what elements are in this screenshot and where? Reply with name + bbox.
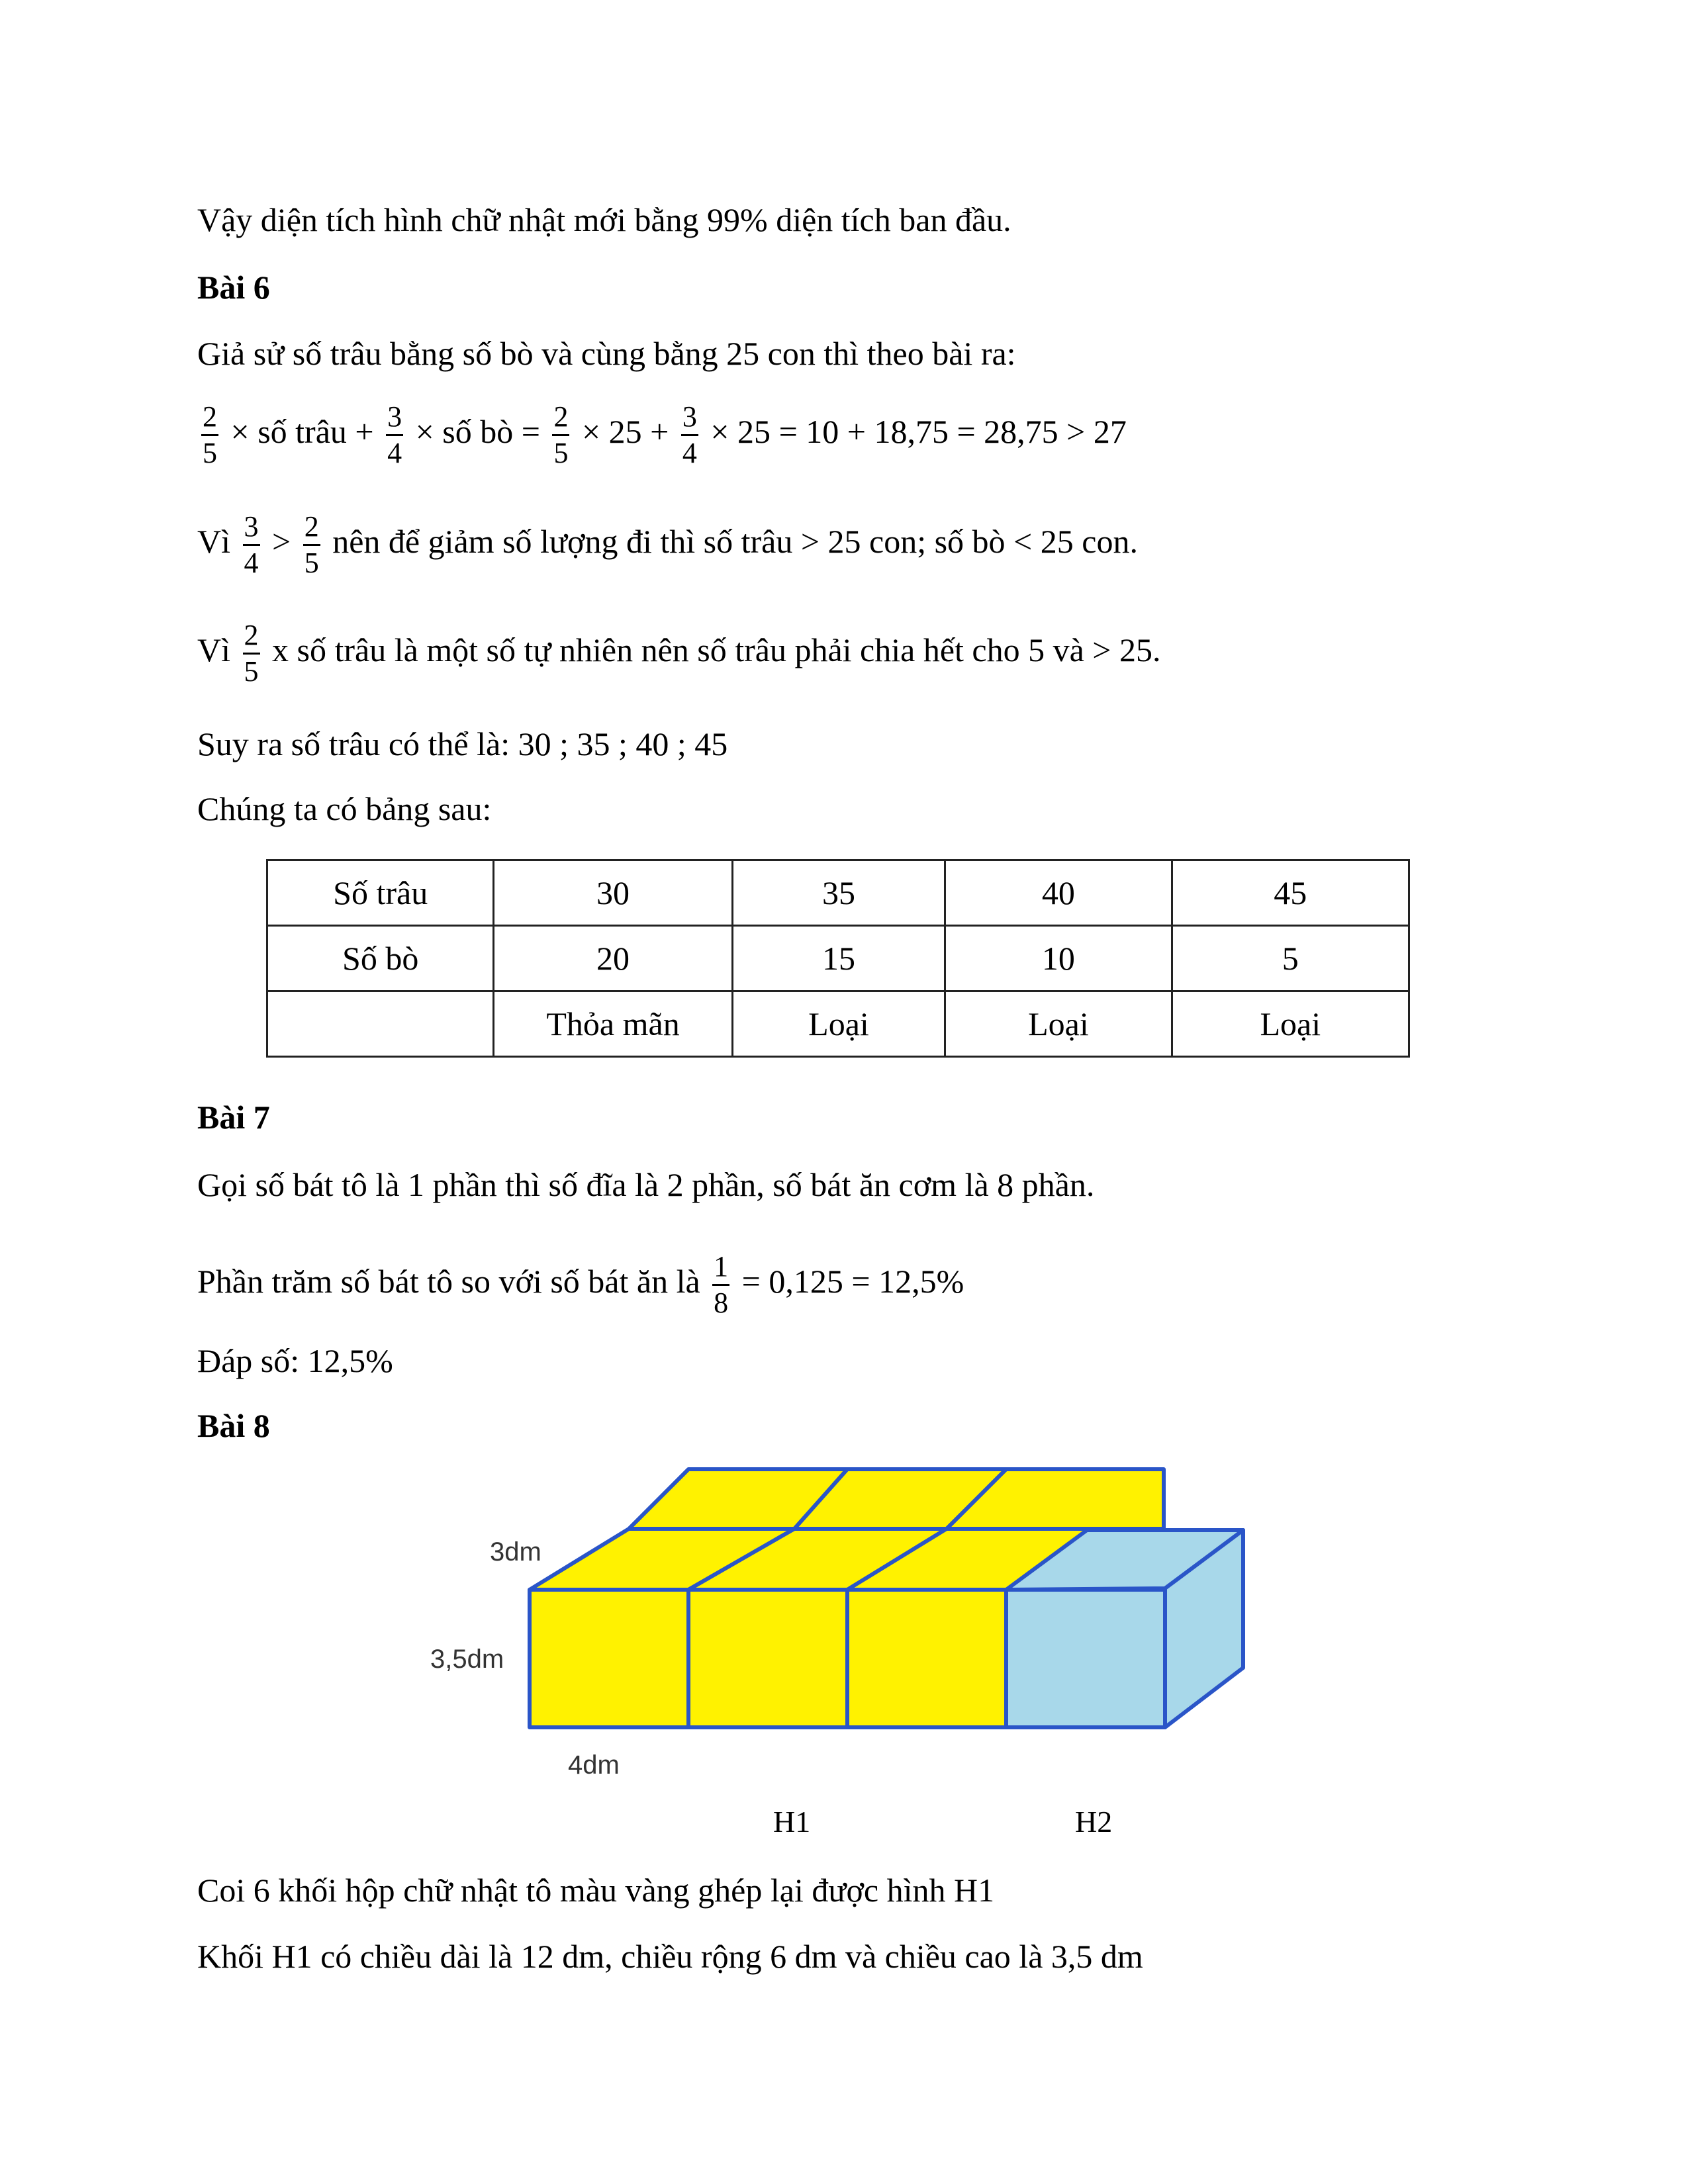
bai6-vi1: Vì $\frac{3}{4}$ > $\frac{2}{5}$ nên để giảm số lượng đi thì số trâu > 25 con; số bò < 25 con. [197,510,1138,579]
table-cell: 10 [945,926,1172,991]
table-cell: 20 [494,926,732,991]
h1-front-face [530,1590,688,1727]
table-cell: Số trâu [267,860,494,926]
table-cell: Số bò [267,926,494,991]
bai8-line2: Khối H1 có chiều dài là 12 dm, chiều rộng 6 dm và chiều cao là 3,5 dm [197,1938,1143,1975]
bai7-line2: Phần trăm số bát tô so với số bát ăn là $\frac{1}{8}$ = 0,125 = 12,5% [197,1250,964,1319]
h1-front-face [688,1590,847,1727]
fraction: $\frac{2}{5}$ [304,510,319,579]
fraction: $\frac{3}{4}$ [244,510,259,579]
label-h2: H2 [1075,1805,1113,1839]
bai8-heading: Bài 8 [197,1407,270,1444]
fraction: $\frac{2}{5}$ [203,400,217,469]
bai6-heading: Bài 6 [197,269,270,306]
table-cell: Loại [1172,991,1409,1057]
fraction: $\frac{3}{4}$ [682,400,697,469]
table-cell: 15 [732,926,945,991]
table-cell: 5 [1172,926,1409,991]
bai6-equation: $\frac{2}{5}$ × số trâu + $\frac{3}{4}$ × số bò = $\frac{2}{5}$ × 25 + $\frac{3}{4}$ × 25 = 10 + 18,75 = 28,75 > 27 [203,400,1127,469]
table-cell: 40 [945,860,1172,926]
bai7-answer: Đáp số: 12,5% [197,1342,393,1379]
h2-front-face [1006,1590,1165,1727]
bai6-vi2: Vì $\frac{2}{5}$ x số trâu là một số tự nhiên nên số trâu phải chia hết cho 5 và > 25. [197,619,1161,688]
label-h1: H1 [773,1805,811,1839]
table-cell: 35 [732,860,945,926]
intro-line: Vậy diện tích hình chữ nhật mới bằng 99% diện tích ban đầu. [197,201,1011,238]
fraction: $\frac{1}{8}$ [714,1250,729,1319]
fraction: $\frac{2}{5}$ [553,400,569,469]
bai6-bang: Chúng ta có bảng sau: [197,790,492,827]
table-cell: Thỏa mãn [494,991,732,1057]
label-3-5dm: 3,5dm [430,1645,504,1674]
fraction: $\frac{3}{4}$ [387,400,402,469]
bai7-line1: Gọi số bát tô là 1 phần thì số đĩa là 2 phần, số bát ăn cơm là 8 phần. [197,1166,1095,1203]
table-cell: Loại [945,991,1172,1057]
fraction: $\frac{2}{5}$ [244,619,259,688]
bai8-line1: Coi 6 khối hộp chữ nhật tô màu vàng ghép lại được hình H1 [197,1872,995,1909]
label-3dm: 3dm [490,1537,541,1567]
h1-front-face [847,1590,1006,1727]
bai6-line1: Giả sử số trâu bằng số bò và cùng bằng 25 con thì theo bài ra: [197,335,1016,372]
label-4dm: 4dm [568,1751,620,1780]
table-cell: 45 [1172,860,1409,926]
table-cell: Loại [732,991,945,1057]
table-cell: 30 [494,860,732,926]
bai6-suy-ra: Suy ra số trâu có thể là: 30 ; 35 ; 40 ; 45 [197,725,728,762]
bai7-heading: Bài 7 [197,1099,270,1136]
